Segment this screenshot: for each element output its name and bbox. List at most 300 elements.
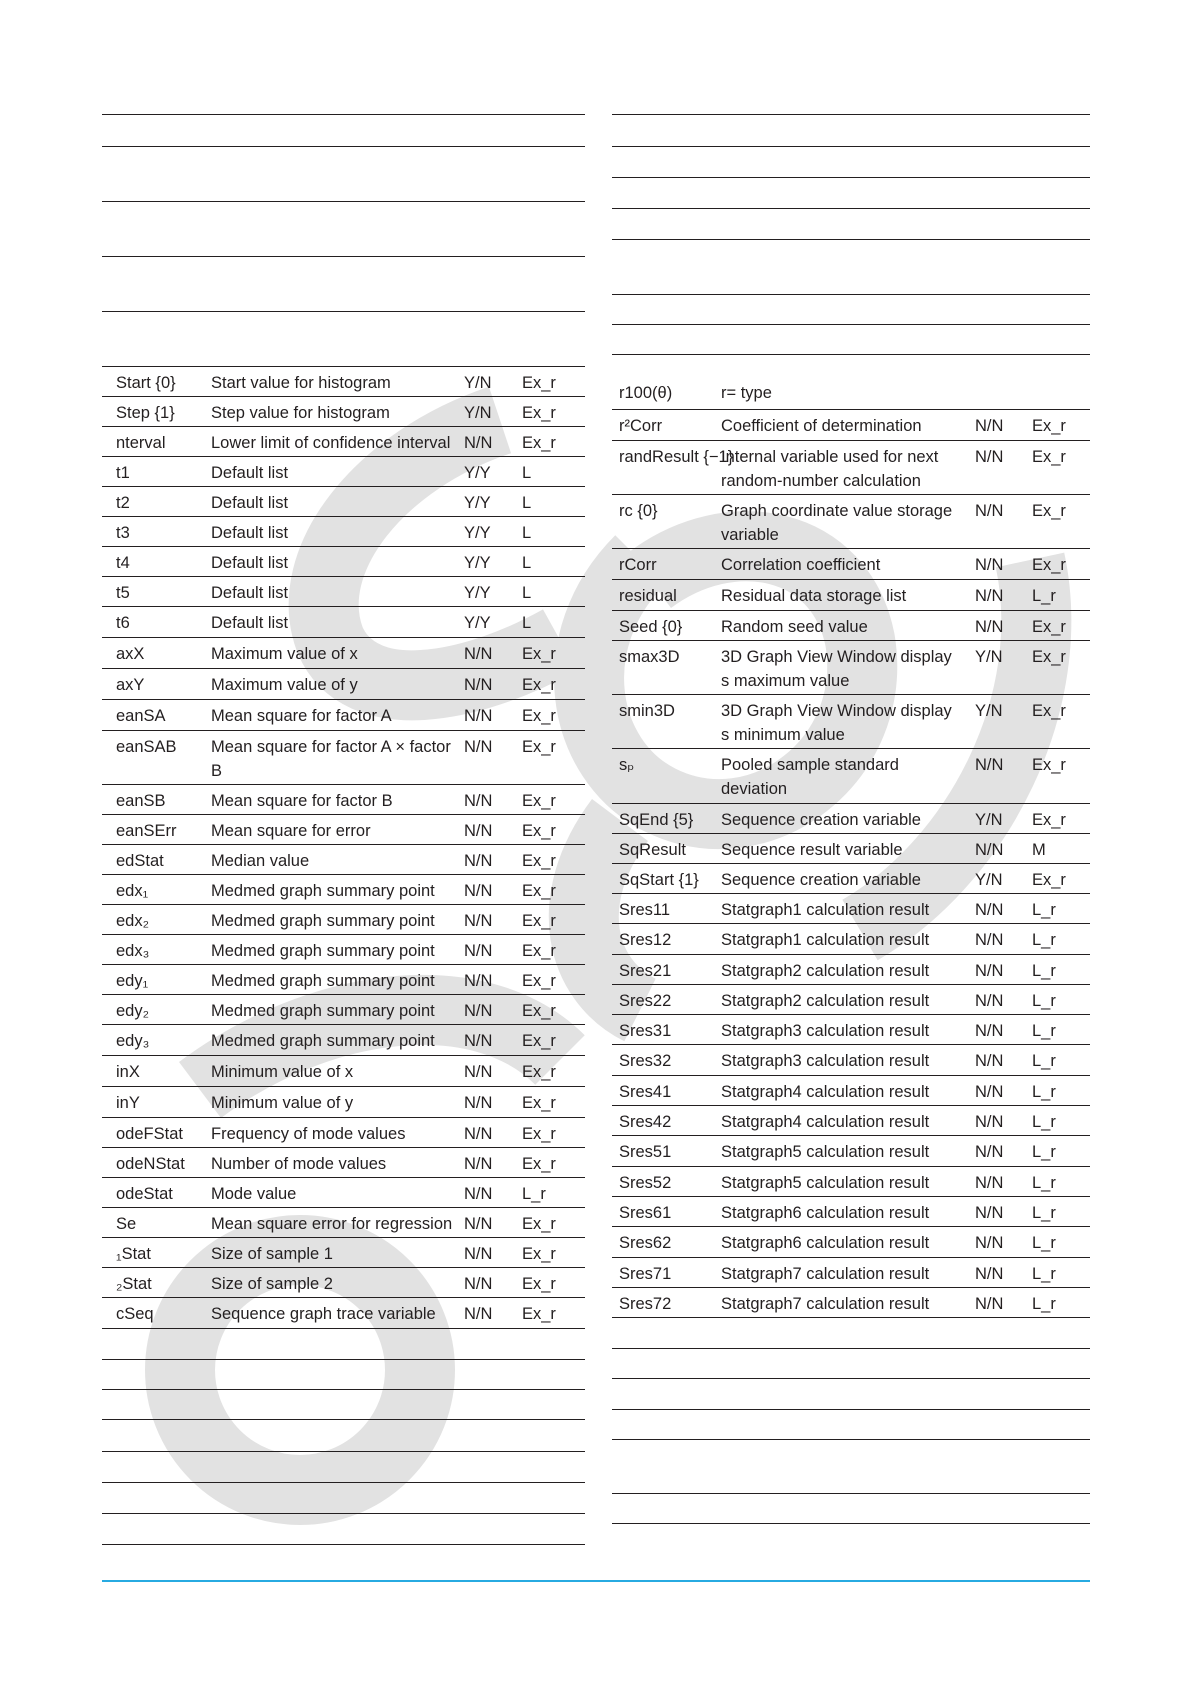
data-type: Ex_r [1032, 417, 1066, 435]
table-row [102, 875, 585, 905]
variable-description: Size of sample 1 [211, 1245, 333, 1263]
data-type: Ex_r [1032, 811, 1066, 829]
variable-name: smin3D [619, 702, 675, 720]
edit-flag: N/N [975, 1204, 1004, 1222]
data-type: L_r [1032, 587, 1056, 605]
variable-description: Statgraph4 calculation result [721, 1113, 930, 1131]
data-type: Ex_r [522, 434, 556, 452]
variable-name: Sres41 [619, 1083, 672, 1101]
table-row [612, 325, 1090, 355]
variable-description: Sequence creation variable [721, 811, 921, 829]
variable-name: eanSA [116, 707, 166, 725]
variable-name: odeStat [116, 1185, 173, 1203]
table-row [612, 1136, 1090, 1167]
table-row [102, 115, 585, 147]
variable-name: Start {0} [116, 374, 176, 392]
variable-name: odeFStat [116, 1125, 183, 1143]
variable-description: Maximum value of y [211, 676, 358, 694]
variable-name: Seed {0} [619, 618, 683, 636]
table-row [612, 1227, 1090, 1258]
data-type: L [522, 494, 532, 512]
data-type: Ex_r [522, 1305, 556, 1323]
variable-description: Statgraph3 calculation result [721, 1022, 930, 1040]
data-type: L [522, 614, 532, 632]
data-type: L_r [1032, 931, 1056, 949]
variable-description: Medmed graph summary point [211, 942, 435, 960]
table-row [102, 995, 585, 1025]
data-type: L [522, 584, 532, 602]
variable-name: t5 [116, 584, 130, 602]
data-type: Ex_r [522, 912, 556, 930]
variable-description: Medmed graph summary point [211, 972, 435, 990]
edit-flag: N/N [464, 434, 493, 452]
variable-name: Sres51 [619, 1143, 672, 1161]
table-row [612, 985, 1090, 1015]
edit-flag: N/N [464, 1125, 493, 1143]
data-type: Ex_r [1032, 648, 1066, 666]
variable-name: edy₃ [116, 1032, 150, 1050]
data-type: L [522, 464, 532, 482]
edit-flag: Y/N [464, 404, 492, 422]
table-row [102, 1025, 585, 1056]
table-row [612, 955, 1090, 985]
variable-description: Minimum value of y [211, 1094, 354, 1112]
variable-description: Statgraph3 calculation result [721, 1052, 930, 1070]
data-type: Ex_r [522, 374, 556, 392]
data-type: Ex_r [522, 1275, 556, 1293]
variable-name: odeNStat [116, 1155, 185, 1173]
edit-flag: N/N [975, 901, 1004, 919]
edit-flag: N/N [975, 1083, 1004, 1101]
table-row [102, 815, 585, 845]
variable-name: Sres62 [619, 1234, 672, 1252]
edit-flag: N/N [464, 1185, 493, 1203]
variable-name: ₁Stat [116, 1245, 151, 1263]
table-row [612, 1494, 1090, 1524]
data-type: Ex_r [1032, 702, 1066, 720]
variable-description: Statgraph7 calculation result [721, 1295, 930, 1313]
variable-name: Sres12 [619, 931, 672, 949]
variable-description: Medmed graph summary point [211, 912, 435, 930]
edit-flag: Y/N [464, 374, 492, 392]
data-type: Ex_r [522, 822, 556, 840]
variable-name: edy₂ [116, 1002, 150, 1020]
variable-description: Statgraph5 calculation result [721, 1143, 930, 1161]
variable-name: sₚ [619, 756, 635, 774]
variable-description: Random seed value [721, 618, 868, 636]
table-row [102, 1208, 585, 1238]
edit-flag: N/N [975, 992, 1004, 1010]
table-row [612, 355, 1090, 410]
table-row [102, 1390, 585, 1420]
table-row [612, 804, 1090, 834]
table-row [102, 1238, 585, 1268]
data-type: Ex_r [522, 1215, 556, 1233]
variable-description: Default list [211, 614, 289, 632]
variable-description: Residual data storage list [721, 587, 907, 605]
variable-description: Mean square for factor B [211, 792, 393, 810]
table-row [102, 638, 585, 669]
variable-name: inY [116, 1094, 140, 1112]
table-row [612, 1410, 1090, 1440]
data-type: Ex_r [1032, 556, 1066, 574]
variable-description: r= type [721, 384, 772, 402]
data-type: L_r [1032, 1113, 1056, 1131]
table-row [612, 209, 1090, 240]
table-row [102, 965, 585, 995]
table-row [612, 1076, 1090, 1106]
table-row [102, 1298, 585, 1329]
data-type: Ex_r [522, 1032, 556, 1050]
variable-name: Sres32 [619, 1052, 672, 1070]
variable-name: edx₂ [116, 912, 150, 930]
table-row [102, 935, 585, 965]
data-type: Ex_r [522, 1094, 556, 1112]
edit-flag: N/N [464, 1245, 493, 1263]
table-row [612, 147, 1090, 178]
table-row [612, 295, 1090, 325]
variable-description: Statgraph2 calculation result [721, 992, 930, 1010]
variable-description: Correlation coefficient [721, 556, 881, 574]
variable-name: Sres52 [619, 1174, 672, 1192]
table-row [612, 178, 1090, 209]
variable-name: Se [116, 1215, 137, 1233]
edit-flag: N/N [464, 792, 493, 810]
variable-description: Pooled sample standard deviation [721, 756, 899, 798]
variable-name: eanSErr [116, 822, 177, 840]
table-row [102, 1360, 585, 1390]
variable-name: r100(θ) [619, 384, 673, 402]
edit-flag: N/N [975, 618, 1004, 636]
variable-description: Mean square for factor A × factor B [211, 738, 451, 780]
edit-flag: N/N [975, 587, 1004, 605]
table-row [612, 115, 1090, 147]
data-type: Ex_r [522, 1245, 556, 1263]
data-type: L_r [1032, 1143, 1056, 1161]
data-type: L_r [1032, 1234, 1056, 1252]
variable-description: 3D Graph View Window display s minimum value [721, 702, 952, 744]
edit-flag: N/N [975, 931, 1004, 949]
variable-name: randResult {−1} [619, 448, 734, 466]
edit-flag: Y/Y [464, 494, 491, 512]
variable-description: Number of mode values [211, 1155, 387, 1173]
data-type: Ex_r [522, 882, 556, 900]
variable-name: nterval [116, 434, 166, 452]
edit-flag: Y/N [975, 702, 1003, 720]
table-row [612, 1197, 1090, 1227]
data-type: Ex_r [522, 738, 556, 756]
variable-name: t4 [116, 554, 130, 572]
edit-flag: Y/N [975, 648, 1003, 666]
variable-name: inX [116, 1063, 140, 1081]
variable-name: t3 [116, 524, 130, 542]
variable-name: t2 [116, 494, 130, 512]
edit-flag: N/N [975, 417, 1004, 435]
variable-description: Statgraph2 calculation result [721, 962, 930, 980]
footer-rule [102, 1580, 1090, 1582]
table-row [102, 669, 585, 700]
table-row [102, 457, 585, 487]
variable-description: Statgraph1 calculation result [721, 931, 930, 949]
table-row [102, 1148, 585, 1178]
edit-flag: N/N [464, 645, 493, 663]
variable-description: Mean square for factor A [211, 707, 392, 725]
edit-flag: Y/N [975, 871, 1003, 889]
table-row [102, 1118, 585, 1148]
table-row [612, 864, 1090, 894]
table-row [102, 607, 585, 638]
table-row [612, 834, 1090, 864]
variable-description: Frequency of mode values [211, 1125, 406, 1143]
data-type: Ex_r [1032, 756, 1066, 774]
edit-flag: Y/N [975, 811, 1003, 829]
table-row [612, 641, 1090, 695]
data-type: L_r [522, 1185, 546, 1203]
data-type: Ex_r [522, 972, 556, 990]
variable-name: Sres21 [619, 962, 672, 980]
table-row [612, 611, 1090, 641]
table-row [102, 905, 585, 935]
edit-flag: N/N [464, 1032, 493, 1050]
data-type: L_r [1032, 1022, 1056, 1040]
table-row [102, 1514, 585, 1545]
data-type: Ex_r [1032, 502, 1066, 520]
data-type: Ex_r [1032, 871, 1066, 889]
edit-flag: N/N [975, 841, 1004, 859]
table-row [102, 487, 585, 517]
data-type: L_r [1032, 901, 1056, 919]
data-type: Ex_r [522, 1155, 556, 1173]
edit-flag: N/N [975, 1113, 1004, 1131]
table-row [102, 1483, 585, 1514]
variable-name: SqEnd {5} [619, 811, 694, 829]
variable-name: Sres71 [619, 1265, 672, 1283]
variable-name: ₂Stat [116, 1275, 152, 1293]
table-row [612, 894, 1090, 924]
data-type: L [522, 524, 532, 542]
edit-flag: N/N [975, 1234, 1004, 1252]
variable-name: SqStart {1} [619, 871, 699, 889]
data-type: Ex_r [522, 942, 556, 960]
variable-name: axX [116, 645, 145, 663]
table-row [102, 257, 585, 312]
variable-name: Sres22 [619, 992, 672, 1010]
table-row [612, 580, 1090, 611]
variable-description: Sequence result variable [721, 841, 903, 859]
edit-flag: N/N [975, 1265, 1004, 1283]
variable-description: Statgraph5 calculation result [721, 1174, 930, 1192]
table-row [102, 397, 585, 427]
table-row [102, 517, 585, 547]
variable-description: Lower limit of confidence interval [211, 434, 451, 452]
variable-description: Statgraph4 calculation result [721, 1083, 930, 1101]
variable-name: Sres31 [619, 1022, 672, 1040]
table-row [612, 1288, 1090, 1318]
table-row [102, 367, 585, 397]
table-row [102, 1178, 585, 1208]
data-type: L_r [1032, 1265, 1056, 1283]
variable-name: Sres72 [619, 1295, 672, 1313]
variable-name: t6 [116, 614, 130, 632]
data-type: Ex_r [522, 707, 556, 725]
table-row [612, 1258, 1090, 1288]
table-row [612, 749, 1090, 804]
table-row [102, 1056, 585, 1087]
edit-flag: N/N [464, 1002, 493, 1020]
edit-flag: N/N [975, 1143, 1004, 1161]
table-row [102, 785, 585, 815]
variable-description: Statgraph1 calculation result [721, 901, 930, 919]
data-type: L_r [1032, 992, 1056, 1010]
variable-description: Statgraph6 calculation result [721, 1204, 930, 1222]
table-row [102, 1452, 585, 1483]
table-row [102, 1420, 585, 1452]
table-row [612, 1440, 1090, 1494]
variable-description: Step value for histogram [211, 404, 390, 422]
data-type: Ex_r [522, 1063, 556, 1081]
variable-name: edStat [116, 852, 164, 870]
data-type: Ex_r [522, 1002, 556, 1020]
edit-flag: N/N [975, 1052, 1004, 1070]
data-type: Ex_r [522, 676, 556, 694]
edit-flag: N/N [464, 676, 493, 694]
edit-flag: N/N [975, 502, 1004, 520]
table-row [612, 695, 1090, 749]
edit-flag: N/N [975, 962, 1004, 980]
table-row [102, 1087, 585, 1118]
variable-description: Default list [211, 524, 289, 542]
table-row [612, 1318, 1090, 1349]
data-type: Ex_r [1032, 448, 1066, 466]
right-variable-table [612, 114, 1090, 1524]
data-type: L_r [1032, 1174, 1056, 1192]
variable-name: t1 [116, 464, 130, 482]
data-type: Ex_r [522, 792, 556, 810]
edit-flag: N/N [464, 1094, 493, 1112]
variable-description: Default list [211, 494, 289, 512]
variable-name: residual [619, 587, 677, 605]
table-row [102, 427, 585, 457]
left-variable-table [102, 114, 585, 1545]
table-row [102, 845, 585, 875]
edit-flag: N/N [464, 1215, 493, 1233]
edit-flag: N/N [464, 972, 493, 990]
variable-name: edx₃ [116, 942, 150, 960]
edit-flag: N/N [464, 852, 493, 870]
table-row [102, 731, 585, 785]
table-row [612, 441, 1090, 495]
table-row [612, 1167, 1090, 1197]
data-type: L [522, 554, 532, 572]
edit-flag: N/N [975, 1295, 1004, 1313]
edit-flag: N/N [464, 1305, 493, 1323]
table-row [612, 1045, 1090, 1076]
data-type: Ex_r [522, 1125, 556, 1143]
variable-name: edx₁ [116, 882, 149, 900]
data-type: Ex_r [1032, 618, 1066, 636]
data-type: Ex_r [522, 404, 556, 422]
variable-name: Sres61 [619, 1204, 672, 1222]
table-row [612, 240, 1090, 295]
table-row [612, 1349, 1090, 1379]
edit-flag: Y/Y [464, 464, 491, 482]
variable-description: Internal variable used for next random-number calculation [721, 448, 939, 490]
table-row [612, 1015, 1090, 1045]
edit-flag: Y/Y [464, 584, 491, 602]
table-row [102, 1268, 585, 1298]
variable-name: edy₁ [116, 972, 149, 990]
variable-name: SqResult [619, 841, 686, 859]
variable-description: Median value [211, 852, 310, 870]
table-row [102, 147, 585, 202]
edit-flag: N/N [464, 738, 493, 756]
edit-flag: N/N [464, 1275, 493, 1293]
variable-description: Statgraph6 calculation result [721, 1234, 930, 1252]
edit-flag: Y/Y [464, 554, 491, 572]
table-row [612, 410, 1090, 441]
data-type: L_r [1032, 1083, 1056, 1101]
variable-name: r²Corr [619, 417, 663, 435]
variable-name: Sres42 [619, 1113, 672, 1131]
table-row [102, 1329, 585, 1360]
variable-description: Graph coordinate value storage variable [721, 502, 953, 544]
variable-description: Statgraph7 calculation result [721, 1265, 930, 1283]
variable-description: Default list [211, 464, 289, 482]
variable-name: cSeq [116, 1305, 154, 1323]
variable-name: Step {1} [116, 404, 175, 422]
edit-flag: N/N [975, 1022, 1004, 1040]
edit-flag: N/N [464, 882, 493, 900]
table-row [102, 577, 585, 607]
variable-description: Start value for histogram [211, 374, 391, 392]
table-row [612, 1106, 1090, 1136]
edit-flag: N/N [975, 556, 1004, 574]
variable-description: Default list [211, 584, 289, 602]
table-row [612, 549, 1090, 580]
variable-name: smax3D [619, 648, 680, 666]
variable-description: Sequence creation variable [721, 871, 921, 889]
table-row [102, 547, 585, 577]
variable-name: rc {0} [619, 502, 658, 520]
edit-flag: N/N [464, 707, 493, 725]
variable-description: Size of sample 2 [211, 1275, 333, 1293]
data-type: Ex_r [522, 645, 556, 663]
variable-description: Sequence graph trace variable [211, 1305, 436, 1323]
variable-description: Minimum value of x [211, 1063, 354, 1081]
edit-flag: N/N [975, 448, 1004, 466]
variable-description: 3D Graph View Window display s maximum value [721, 648, 952, 690]
edit-flag: N/N [464, 912, 493, 930]
table-row [102, 700, 585, 731]
table-row [612, 495, 1090, 549]
data-type: Ex_r [522, 852, 556, 870]
variable-description: Mode value [211, 1185, 297, 1203]
data-type: L_r [1032, 1052, 1056, 1070]
variable-name: eanSAB [116, 738, 177, 756]
variable-description: Medmed graph summary point [211, 1032, 435, 1050]
variable-description: Mean square error for regression [211, 1215, 453, 1233]
variable-name: axY [116, 676, 145, 694]
variable-description: Maximum value of x [211, 645, 358, 663]
edit-flag: N/N [975, 1174, 1004, 1192]
table-row [102, 312, 585, 367]
variable-description: Medmed graph summary point [211, 1002, 435, 1020]
edit-flag: N/N [464, 1155, 493, 1173]
variable-name: rCorr [619, 556, 657, 574]
edit-flag: Y/Y [464, 524, 491, 542]
variable-name: eanSB [116, 792, 166, 810]
variable-description: Coefficient of determination [721, 417, 922, 435]
